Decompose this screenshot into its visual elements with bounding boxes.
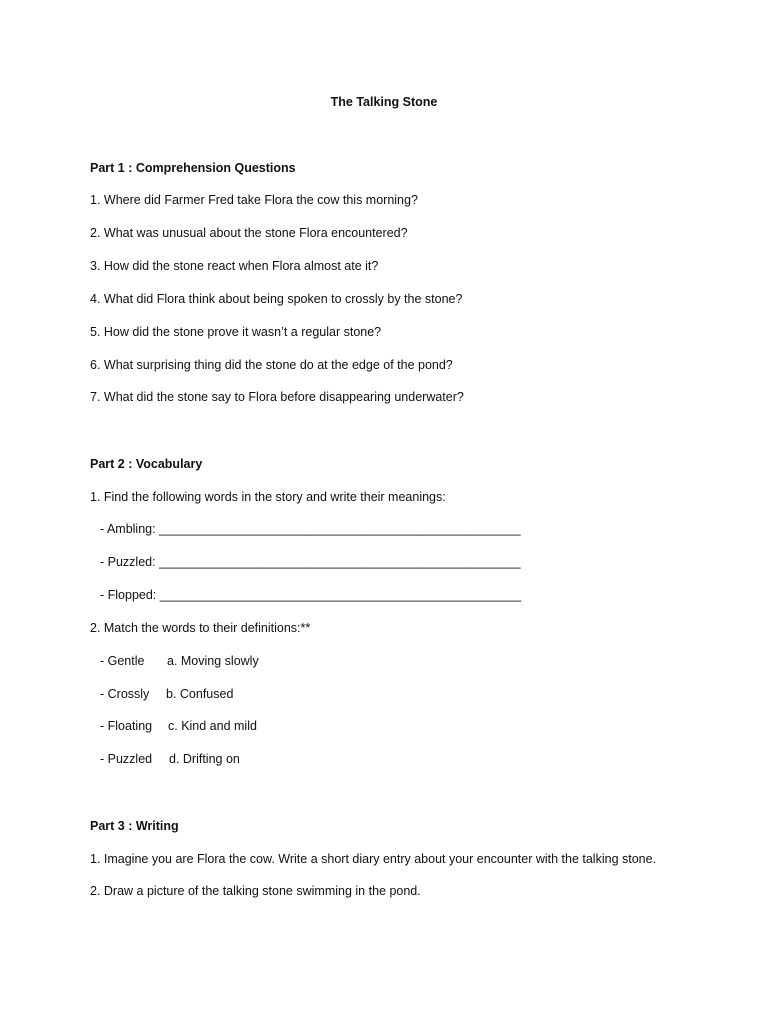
match-word-gentle: - Gentle	[100, 654, 145, 668]
question-4: 4. What did Flora think about being spoken to crossly by the stone?	[90, 292, 463, 306]
writing-item-1: 1. Imagine you are Flora the cow. Write a short diary entry about your encounter with the talking stone.	[90, 852, 657, 866]
question-1: 1. Where did Farmer Fred take Flora the cow this morning?	[90, 193, 418, 207]
match-word-crossly: - Crossly	[100, 687, 150, 701]
match-def-b: b. Confused	[166, 687, 234, 701]
match-def-c: c. Kind and mild	[168, 719, 257, 733]
vocab-word-flopped: - Flopped: ____________________________________________________	[100, 588, 522, 602]
vocab-instruction-1: 1. Find the following words in the story and write their meanings:	[90, 490, 446, 504]
question-7: 7. What did the stone say to Flora before disappearing underwater?	[90, 390, 464, 404]
match-def-d: d. Drifting on	[169, 752, 240, 766]
part3-heading: Part 3 : Writing	[90, 819, 179, 833]
match-def-a: a. Moving slowly	[167, 654, 259, 668]
writing-item-2: 2. Draw a picture of the talking stone swimming in the pond.	[90, 884, 421, 898]
part1-heading: Part 1 : Comprehension Questions	[90, 161, 296, 175]
vocab-instruction-2: 2. Match the words to their definitions:**	[90, 621, 311, 635]
question-5: 5. How did the stone prove it wasn’t a regular stone?	[90, 325, 382, 339]
match-word-floating: - Floating	[100, 719, 153, 733]
match-word-puzzled: - Puzzled	[100, 752, 153, 766]
vocab-word-ambling: - Ambling: ____________________________________________________	[100, 522, 521, 536]
question-6: 6. What surprising thing did the stone do at the edge of the pond?	[90, 358, 453, 372]
vocab-word-puzzled: - Puzzled: ____________________________________________________	[100, 555, 521, 569]
document-title: The Talking Stone	[330, 95, 438, 109]
question-2: 2. What was unusual about the stone Flora encountered?	[90, 226, 408, 240]
question-3: 3. How did the stone react when Flora almost ate it?	[90, 259, 379, 273]
part2-heading: Part 2 : Vocabulary	[90, 457, 203, 471]
